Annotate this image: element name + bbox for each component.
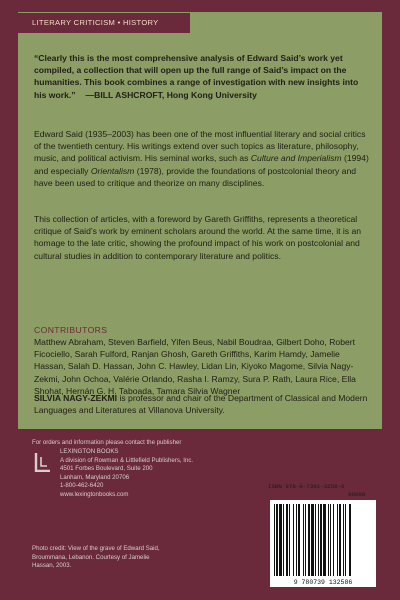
publisher-logo-icon <box>34 452 52 472</box>
photo-credit: Photo credit: View of the grave of Edward Said, Broummana, Lebanon. Courtesy of Jamelie Hassan, 2003. <box>32 545 160 570</box>
publisher-street: 4501 Forbes Boulevard, Suite 200 <box>60 465 153 473</box>
editor-name: SILVIA NAGY-ZEKMI <box>34 393 118 403</box>
price-code: 90000 <box>348 491 366 498</box>
bio-text-3: (1978), provide the foundations of postcolonial theory and have been used to critique and theorize on many disciplines. <box>34 165 357 188</box>
orders-info: For orders and information please contact the publisher <box>32 439 182 446</box>
publisher-address <box>60 448 193 500</box>
collection-description: This collection of articles, with a foreword by Gareth Griffiths, represents a theoretical critique of Said’s work by eminent scholars around the world. At the same time, it is an homage to the late critic, showing the profound impact of his work on postcolonial and cultural studies in addition to contemporary literature and politics. <box>34 214 362 261</box>
publisher-website: www.lexingtonbooks.com <box>60 490 129 498</box>
quote-text: “Clearly this is the most comprehensive analysis of Edward Said’s work yet compiled, a collection that will open up the full range of Said’s impact on the humanities. This book combines a range of investigation with new insights into his work.” <box>34 53 359 100</box>
editor-text: is professor and chair of the Department of Classical and Modern Languages and Literatures at Villanova University. <box>34 393 368 416</box>
publisher-city: Lanham, Maryland 20706 <box>60 473 130 481</box>
publisher-division: A division of Rowman & Littlefield Publishers, Inc. <box>60 456 194 464</box>
barcode-icon <box>270 500 376 578</box>
editor-bio <box>34 392 370 416</box>
contributors-list: Matthew Abraham, Steven Barfield, Yifen Beus, Nabil Boudraa, Gilbert Doho, Robert Ficociello, Sarah Fulford, Ranjan Ghosh, Gareth Griffiths, Karim Hamdy, Jamelie Hassan, Salah D. Hassan, John C. Hawley, Lidan Lin, Kiyoko Magome, Silvia Nagy-Zekmi, John Ochoa, Valérie Orlando, Rasha I. Ramzy, Sura P. Rath, Laura Rice, Ella Shohat, Hernán G. H. Taboada, Tamara Silvia Wagner <box>34 337 356 396</box>
bio-text-1: Edward Said (1935–2003) has been one of the most influential literary and social critics of the twentieth century. His writings extend over such topics as literature, philosophy, music, and political activism. His seminal works, such as <box>34 129 366 164</box>
book-title-culture: Culture and Imperialism <box>250 153 342 164</box>
isbn-number: ISBN 978-0-7391-3258-6 <box>268 483 345 490</box>
bio-text-2: (1994) and especially <box>34 153 369 176</box>
barcode-number: 9 780739 132586 <box>270 578 376 587</box>
book-title-orientalism: Orientalism <box>90 165 135 176</box>
author-description <box>34 128 370 189</box>
quote-attribution: —BILL ASHCROFT, Hong Kong University <box>85 89 257 100</box>
publisher-name: LEXINGTON BOOKS <box>60 448 119 455</box>
contributors-heading: CONTRIBUTORS <box>34 325 108 335</box>
category-label: LITERARY CRITICISM • HISTORY <box>18 13 190 33</box>
review-quote <box>34 52 370 101</box>
publisher-phone: 1-800-462-6420 <box>60 482 104 490</box>
